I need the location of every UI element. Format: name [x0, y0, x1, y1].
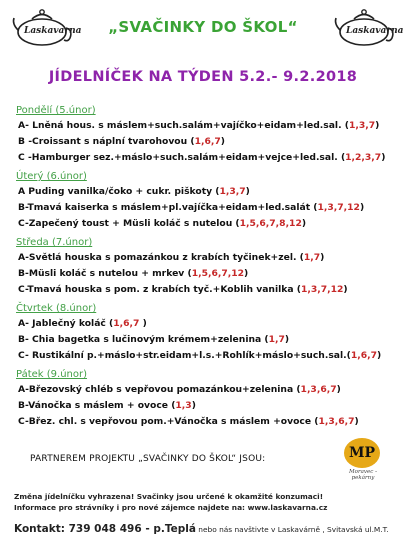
closing-paren: ) [377, 350, 382, 361]
closing-paren: ) [284, 334, 290, 345]
allergen-codes: 1,3,7 [219, 186, 246, 197]
menu-day [16, 170, 400, 232]
menu-item [16, 150, 400, 166]
contact-line [14, 523, 389, 535]
menu-item [16, 398, 400, 414]
allergen-codes: 1,5,6,7,12 [191, 268, 245, 279]
menu-item [16, 216, 400, 232]
menu-day [16, 236, 400, 298]
notice-line: Změna jídelníčku vyhrazena! Svačinky jsou určené k okamžité konzumaci! [14, 492, 324, 501]
menu-item-text: B- Chia bagetka s lučinovým krémem+zelenina ( [18, 334, 269, 345]
menu-item-text: C-Břez. chl. s vepřovou pom.+Vánočka s máslem +ovoce ( [18, 416, 319, 427]
closing-paren: ) [301, 218, 307, 229]
closing-paren: ) [245, 186, 250, 197]
allergen-codes: 1,7 [303, 252, 321, 263]
closing-paren: ) [139, 318, 147, 329]
day-heading: Pondělí (5.únor) [16, 105, 96, 116]
page-subtitle: JÍDELNÍČEK NA TÝDEN 5.2.- 9.2.2018 [48, 69, 358, 85]
menu-item-text: A-Světlá houska s pomazánkou z krabích tyčinek+zel. ( [18, 252, 304, 263]
menu-item [16, 316, 400, 332]
closing-paren: ) [320, 252, 325, 263]
menu-item [16, 382, 400, 398]
allergen-codes: 1,2,3,7 [345, 152, 382, 163]
contact-address: nebo nás navštivte v Laskavárně , Svitavská ul.M.T. [195, 525, 389, 534]
menu-item [16, 118, 400, 134]
menu-item-text: B -Croissant s náplní tvarohovou ( [18, 136, 195, 147]
menu-item-text: C- Rustikální p.+máslo+str.eidam+l.s.+Rohlík+máslo+such.sal.( [18, 350, 351, 361]
menu-item-text: C-Tmavá houska s pom. z krabích tyč.+Koblih vanilka ( [18, 284, 301, 295]
closing-paren: ) [359, 202, 365, 213]
menu-item [16, 184, 400, 200]
allergen-codes: 1,6,7 [350, 350, 377, 361]
allergen-codes: 1,3,6,7 [300, 384, 337, 395]
moravec-pekarny-logo [338, 438, 388, 482]
menu-day [16, 302, 400, 364]
menu-item-text: A-Březovský chléb s vepřovou pomazánkou+zelenina ( [18, 384, 301, 395]
allergen-codes: 1,6,7 [194, 136, 221, 147]
menu-day [16, 368, 400, 430]
menu-item-text: B-Tmavá kaiserka s máslem+pl.vajíčka+eidam+led.salát ( [18, 202, 318, 213]
partner-heading: PARTNEREM PROJEKTU „SVAČINKY DO ŠKOL“ JSOU: [30, 454, 266, 464]
weekly-menu [16, 104, 400, 434]
menu-item [16, 348, 400, 364]
day-heading: Úterý (6.únor) [16, 171, 87, 182]
closing-paren: ) [381, 152, 386, 163]
menu-item-text: C -Hamburger sez.+máslo+such.salám+eidam+vejce+led.sal. ( [18, 152, 346, 163]
allergen-codes: 1,7 [268, 334, 285, 345]
menu-item-text: A- Jablečný koláč ( [18, 318, 114, 329]
allergen-codes: 1,6,7 [113, 318, 140, 329]
day-heading: Pátek (9.únor) [16, 369, 88, 380]
mp-logo-caption: Moravec - pekárny [349, 469, 377, 481]
menu-item [16, 250, 400, 266]
menu-item-text: A- Lněná hous. s máslem+such.salám+vajíčko+eidam+led.sal. ( [18, 120, 349, 131]
menu-item [16, 414, 400, 430]
menu-item-text: B-Vánočka s máslem + ovoce ( [18, 400, 176, 411]
allergen-codes: 1,3,7,12 [300, 284, 344, 295]
closing-paren: ) [343, 284, 348, 295]
day-heading: Středa (7.únor) [16, 237, 93, 248]
page-title: „SVAČINKY DO ŠKOL“ [108, 18, 298, 36]
menu-item-text: C-Zapečený toust + Müsli koláč s nutelou ( [18, 218, 240, 229]
menu-item-text: A Puding vanilka/čoko + cukr. piškoty ( [18, 186, 220, 197]
allergen-codes: 1,3,7,12 [317, 202, 360, 213]
menu-item [16, 332, 400, 348]
closing-paren: ) [220, 136, 225, 147]
allergen-codes: 1,3 [175, 400, 192, 411]
allergen-codes: 1,5,6,7,8,12 [239, 218, 302, 229]
allergen-codes: 1,3,6,7 [318, 416, 355, 427]
mp-logo-badge: MP [344, 438, 380, 468]
menu-item [16, 134, 400, 150]
contact-phone: Kontakt: 739 048 496 - p.Teplá [14, 523, 196, 535]
menu-item [16, 266, 400, 282]
logo-text: Laskavarna [24, 26, 82, 36]
menu-item [16, 200, 400, 216]
menu-day [16, 104, 400, 166]
allergen-codes: 1,3,7 [348, 120, 376, 131]
menu-item [16, 282, 400, 298]
closing-paren: ) [375, 120, 380, 131]
menu-item-text: B-Müsli koláč s nutelou + mrkev ( [18, 268, 192, 279]
logo-text: Laskavarna [346, 26, 404, 36]
day-heading: Čtvrtek (8.únor) [16, 303, 97, 314]
closing-paren: ) [191, 400, 196, 411]
closing-paren: ) [354, 416, 359, 427]
closing-paren: ) [336, 384, 341, 395]
notice-block [14, 491, 327, 513]
notice-line: Informace pro strávníky i pro nové zájemce najdete na: www.laskavarna.cz [14, 503, 328, 512]
closing-paren: ) [244, 268, 249, 279]
